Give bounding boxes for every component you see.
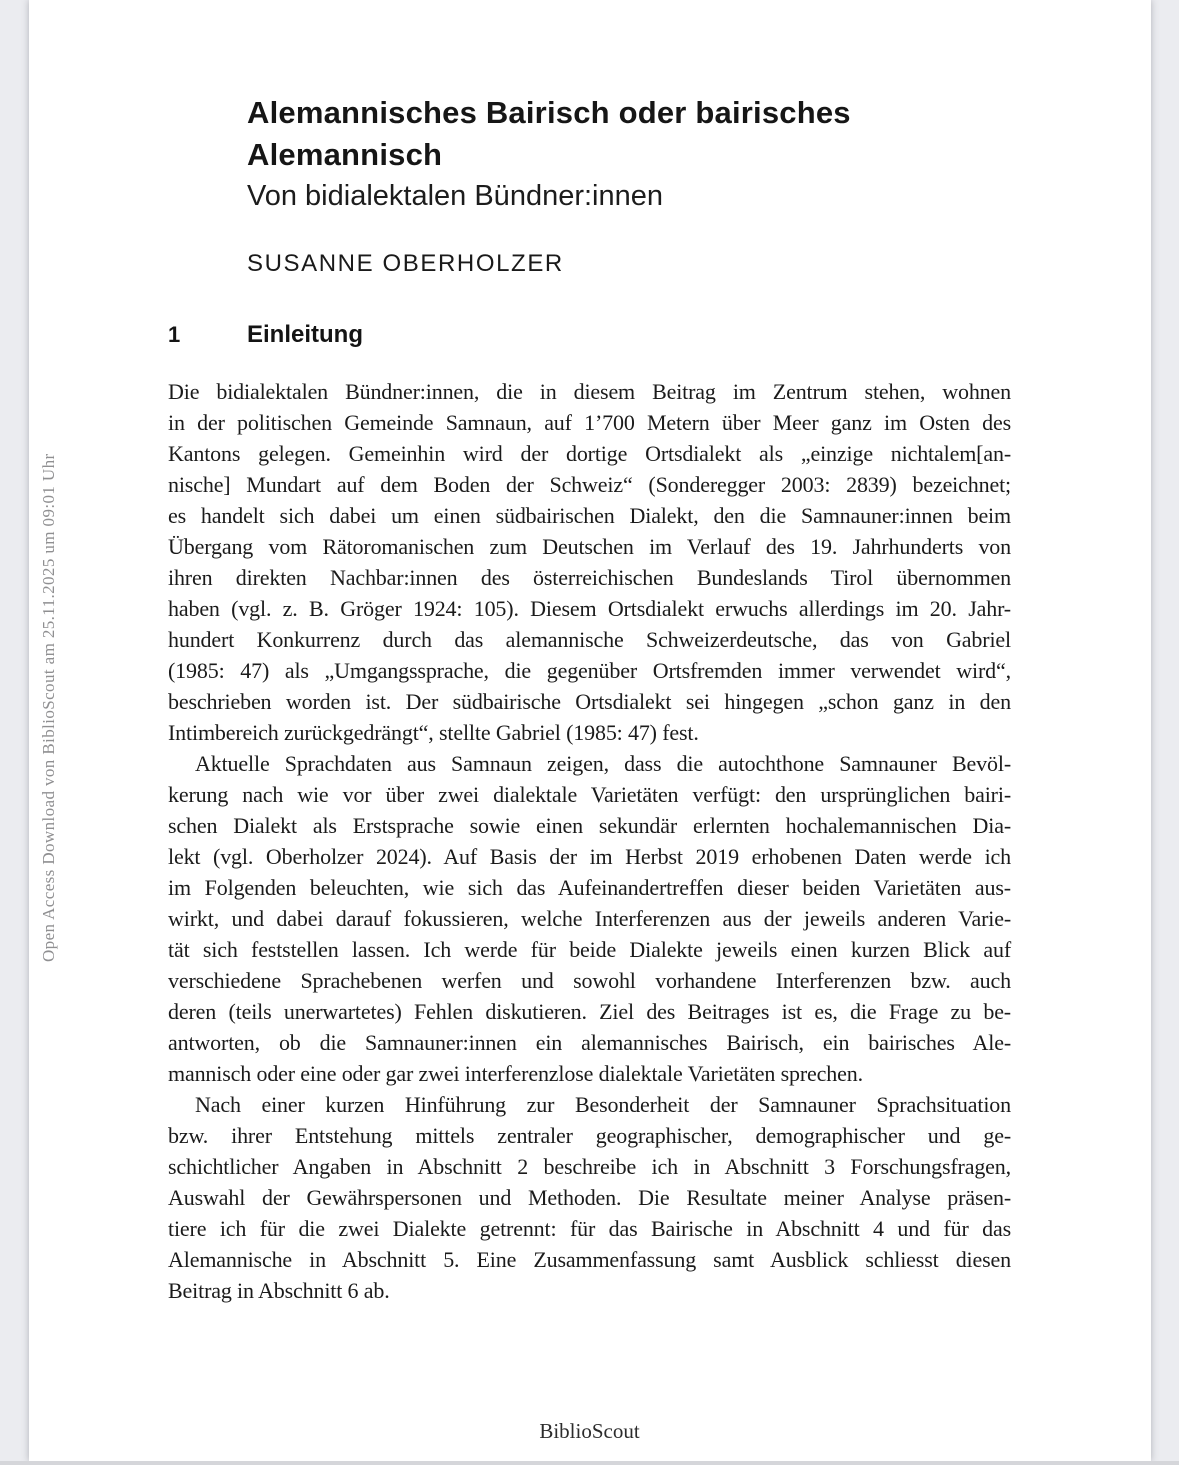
paragraph [168,748,1011,1089]
text-line: Beitrag in Abschnitt 6 ab. [168,1278,390,1303]
text-line: (1985: 47) als „Umgangssprache, die gegenüber Ortsfremden immer verwendet wird“, [168,658,1011,683]
text-line: wirkt, und dabei darauf fokussieren, welche Interferenzen aus der jeweils anderen Varie- [168,906,1011,931]
text-line: es handelt sich dabei um einen südbairischen Dialekt, den die Samnauner:innen beim [168,503,1011,528]
text-line: Kantons gelegen. Gemeinhin wird der dortige Ortsdialekt als „einzige nichtalem[an- [168,441,1011,466]
text-line: beschrieben worden ist. Der südbairische Ortsdialekt sei hingegen „schon ganz in den [168,689,1011,714]
text-line: nische] Mundart auf dem Boden der Schweiz“ (Sonderegger 2003: 2839) bezeichnet; [168,472,1011,497]
text-line: tiere ich für die zwei Dialekte getrennt: für das Bairische in Abschnitt 4 und für das [168,1216,1011,1241]
text-line: Die bidialektalen Bündner:innen, die in diesem Beitrag im Zentrum stehen, wohnen [168,379,1011,404]
section-heading [168,320,1011,350]
text-line: Auswahl der Gewährspersonen und Methoden. Die Resultate meiner Analyse präsen- [168,1185,1011,1210]
page-gap-strip [0,1461,1179,1465]
article-body [168,376,1011,1306]
text-line: hundert Konkurrenz durch das alemannische Schweizerdeutsche, das von Gabriel [168,627,1011,652]
article-title-line2: Alemannisch [247,137,443,172]
page-content [168,0,1011,1306]
text-line: antworten, ob die Samnauner:innen ein alemannisches Bairisch, ein bairisches Ale- [168,1030,1011,1055]
footer-publisher-label: BiblioScout [539,1419,640,1443]
section-title: Einleitung [247,321,363,348]
text-line: schichtlicher Angaben in Abschnitt 2 beschreibe ich in Abschnitt 3 Forschungsfragen, [168,1154,1011,1179]
title-block [247,92,1011,216]
text-line: Alemannische in Abschnitt 5. Eine Zusammenfassung samt Ausblick schliesst diesen [168,1247,1011,1272]
text-line: Intimbereich zurückgedrängt“, stellte Gabriel (1985: 47) fest. [168,720,699,745]
text-line: im Folgenden beleuchten, wie sich das Aufeinandertreffen dieser beiden Varietäten aus- [168,875,1011,900]
text-line: kerung nach wie vor über zwei dialektale Varietäten verfügt: den ursprünglichen bairi- [168,782,1011,807]
text-line: in der politischen Gemeinde Samnaun, auf 1’700 Metern über Meer ganz im Osten des [168,410,1011,435]
text-line: haben (vgl. z. B. Gröger 1924: 105). Diesem Ortsdialekt erwuchs allerdings im 20. Jahr- [168,596,1011,621]
document-page [29,0,1151,1461]
text-line: mannisch oder eine oder gar zwei interferenzlose dialektale Varietäten sprechen. [168,1061,863,1086]
author-name: SUSANNE OBERHOLZER [247,250,564,277]
text-line: schen Dialekt als Erstsprache sowie einen sekundär erlernten hochalemannischen Dia- [168,813,1011,838]
text-line: Aktuelle Sprachdaten aus Samnaun zeigen, dass die autochthone Samnauner Bevöl- [195,751,1011,776]
article-subtitle: Von bidialektalen Bündner:innen [247,180,663,212]
text-line: Nach einer kurzen Hinführung zur Besonderheit der Samnauner Sprachsituation [195,1092,1011,1117]
text-line: ihren direkten Nachbar:innen des österreichischen Bundeslands Tirol übernommen [168,565,1011,590]
text-line: deren (teils unerwartetes) Fehlen diskutieren. Ziel des Beitrages ist es, die Frage zu be- [168,999,1011,1024]
text-line: tät sich feststellen lassen. Ich werde für beide Dialekte jeweils einen kurzen Blick auf [168,937,1011,962]
text-line: lekt (vgl. Oberholzer 2024). Auf Basis der im Herbst 2019 erhobenen Daten werde ich [168,844,1011,869]
text-line: verschiedene Sprachebenen werfen und sowohl vorhandene Interferenzen bzw. auch [168,968,1011,993]
text-line: bzw. ihrer Entstehung mittels zentraler geographischer, demographischer und ge- [168,1123,1011,1148]
paragraph [168,376,1011,748]
open-access-watermark: Open Access Download von BiblioScout am 25.11.2025 um 09:01 Uhr [39,453,58,962]
paragraph [168,1089,1011,1306]
text-line: Übergang vom Rätoromanischen zum Deutschen im Verlauf des 19. Jahrhunderts von [168,534,1011,559]
section-number: 1 [168,322,181,347]
article-title-line1: Alemannisches Bairisch oder bairisches [247,95,851,130]
